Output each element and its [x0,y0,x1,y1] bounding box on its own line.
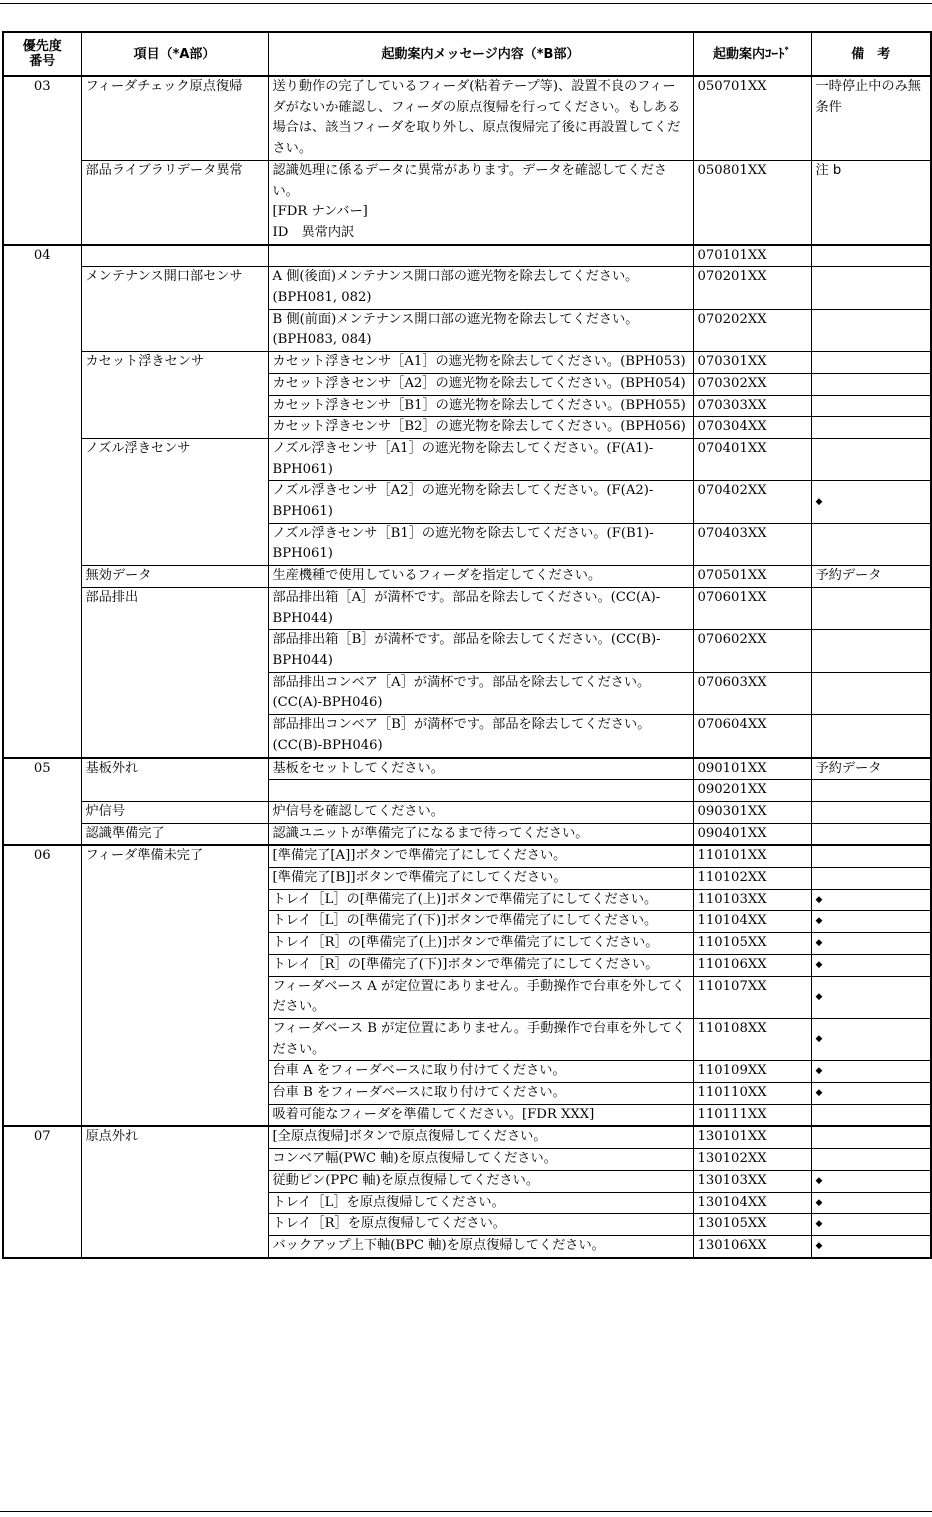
remark-cell: ◆ [811,976,931,1018]
code-cell: 070304XX [693,417,811,439]
remark-cell: 予約データ [811,566,931,588]
message-cell: [準備完了[A]]ボタンで準備完了にしてください。 [268,845,693,867]
boot-guidance-table [2,31,932,1259]
remark-cell: ◆ [811,933,931,955]
code-cell: 070602XX [693,630,811,672]
code-cell: 110108XX [693,1018,811,1060]
remark-cell [811,630,931,672]
message-cell: 基板をセットしてください。 [268,758,693,780]
remark-cell [811,523,931,565]
remark-cell [811,309,931,351]
message-cell: 部品排出コンベア［A］が満杯です。部品を除去してください。(CC(A)-BPH046) [268,672,693,714]
remark-cell [811,715,931,758]
remark-cell: 予約データ [811,758,931,780]
remark-cell: ◆ [811,889,931,911]
remark-cell [811,245,931,267]
message-cell: [準備完了[B]]ボタンで準備完了にしてください。 [268,868,693,890]
message-cell: トレイ［R］の[準備完了(下)]ボタンで準備完了にしてください。 [268,954,693,976]
remark-cell [811,672,931,714]
code-cell: 130104XX [693,1192,811,1214]
remark-cell: ◆ [811,1235,931,1257]
remark-cell: ◆ [811,1214,931,1236]
header-item: 項目（*A部） [81,32,268,76]
code-cell: 130105XX [693,1214,811,1236]
remark-cell [811,267,931,309]
item-cell: カセット浮きセンサ [81,352,268,439]
remark-cell [811,438,931,480]
header-message: 起動案内メッセージ内容（*B部） [268,32,693,76]
code-cell: 070201XX [693,267,811,309]
message-cell: 従動ピン(PPC 軸)を原点復帰してください。 [268,1170,693,1192]
code-cell: 070303XX [693,395,811,417]
code-cell: 110107XX [693,976,811,1018]
message-cell: 部品排出箱［B］が満杯です。部品を除去してください。(CC(B)-BPH044) [268,630,693,672]
code-cell: 050801XX [693,160,811,244]
message-cell: 吸着可能なフィーダを準備してください。[FDR XXX] [268,1104,693,1126]
message-cell [268,780,693,802]
table-row [3,352,931,374]
code-cell: 070202XX [693,309,811,351]
remark-cell: ◆ [811,1061,931,1083]
header-priority: 優先度 番号 [3,32,81,76]
item-cell: 部品排出 [81,587,268,757]
table-row [3,245,931,267]
code-cell: 110110XX [693,1083,811,1105]
message-cell: 認識処理に係るデータに異常があります。データを確認してください。 [FDR ナンバー] ID 異常内訳 [268,160,693,244]
code-cell: 070301XX [693,352,811,374]
table-row [3,587,931,629]
remark-cell [811,1104,931,1126]
message-cell: トレイ［R］を原点復帰してください。 [268,1214,693,1236]
code-cell: 070403XX [693,523,811,565]
message-cell [268,245,693,267]
code-cell: 110106XX [693,954,811,976]
top-rule [0,3,932,4]
code-cell: 090101XX [693,758,811,780]
message-cell: トレイ［L］の[準備完了(上)]ボタンで準備完了にしてください。 [268,889,693,911]
remark-cell: ◆ [811,1170,931,1192]
table-row [3,758,931,780]
code-cell: 130102XX [693,1149,811,1171]
message-cell: バックアップ上下軸(BPC 軸)を原点復帰してください。 [268,1235,693,1257]
code-cell: 070603XX [693,672,811,714]
message-cell: フィーダベース B が定位置にありません。手動操作で台車を外してください。 [268,1018,693,1060]
bottom-rule [0,1511,932,1512]
item-cell: 部品ライブラリデータ異常 [81,160,268,244]
table-row [3,566,931,588]
table-row [3,845,931,867]
remark-cell [811,395,931,417]
priority-cell: 05 [3,758,81,846]
code-cell: 130101XX [693,1126,811,1148]
item-cell: 原点外れ [81,1126,268,1257]
code-cell: 070101XX [693,245,811,267]
code-cell: 110105XX [693,933,811,955]
header-remarks: 備 考 [811,32,931,76]
message-cell: 生産機種で使用しているフィーダを指定してください。 [268,566,693,588]
table-row [3,267,931,309]
item-cell: メンテナンス開口部センサ [81,267,268,352]
code-cell: 070501XX [693,566,811,588]
code-cell: 090301XX [693,801,811,823]
code-cell: 090201XX [693,780,811,802]
message-cell: 部品排出箱［A］が満杯です。部品を除去してください。(CC(A)-BPH044) [268,587,693,629]
remark-cell: ◆ [811,481,931,523]
code-cell: 050701XX [693,76,811,160]
remark-cell: ◆ [811,911,931,933]
item-cell: 無効データ [81,566,268,588]
priority-cell: 06 [3,845,81,1126]
remark-cell [811,845,931,867]
code-cell: 110101XX [693,845,811,867]
message-cell: トレイ［L］を原点復帰してください。 [268,1192,693,1214]
message-cell: ノズル浮きセンサ［A2］の遮光物を除去してください。(F(A2)-BPH061) [268,481,693,523]
table-row [3,76,931,160]
message-cell: 台車 A をフィーダベースに取り付けてください。 [268,1061,693,1083]
message-cell: 台車 B をフィーダベースに取り付けてください。 [268,1083,693,1105]
item-cell [81,245,268,267]
item-cell: フィーダチェック原点復帰 [81,76,268,160]
remark-cell [811,801,931,823]
remark-cell: ◆ [811,1018,931,1060]
table-row [3,801,931,823]
code-cell: 110103XX [693,889,811,911]
message-cell: カセット浮きセンサ［A1］の遮光物を除去してください。(BPH053) [268,352,693,374]
message-cell: B 側(前面)メンテナンス開口部の遮光物を除去してください。(BPH083, 084) [268,309,693,351]
message-cell: A 側(後面)メンテナンス開口部の遮光物を除去してください。(BPH081, 082) [268,267,693,309]
remark-cell: 一時停止中のみ無条件 [811,76,931,160]
remark-cell [811,417,931,439]
item-cell: ノズル浮きセンサ [81,438,268,565]
remark-cell [811,868,931,890]
table-row [3,438,931,480]
table-row [3,160,931,244]
code-cell: 070601XX [693,587,811,629]
message-cell: コンベア幅(PWC 軸)を原点復帰してください。 [268,1149,693,1171]
code-cell: 070402XX [693,481,811,523]
message-cell: カセット浮きセンサ［B1］の遮光物を除去してください。(BPH055) [268,395,693,417]
message-cell: トレイ［L］の[準備完了(下)]ボタンで準備完了にしてください。 [268,911,693,933]
remark-cell: ◆ [811,954,931,976]
remark-cell [811,1126,931,1148]
message-cell: 送り動作の完了しているフィーダ(粘着テープ等)、設置不良のフィーダがないか確認し、フィーダの原点復帰を行ってください。もしある場合は、該当フィーダを取り外し、原点復帰完了後に再設置してください。 [268,76,693,160]
message-cell: 認識ユニットが準備完了になるまで待ってください。 [268,823,693,845]
code-cell: 110102XX [693,868,811,890]
message-cell: 部品排出コンベア［B］が満杯です。部品を除去してください。(CC(B)-BPH046) [268,715,693,758]
priority-cell: 07 [3,1126,81,1257]
priority-cell: 04 [3,245,81,758]
code-cell: 130106XX [693,1235,811,1257]
message-cell: ノズル浮きセンサ［A1］の遮光物を除去してください。(F(A1)-BPH061) [268,438,693,480]
message-cell: 炉信号を確認してください。 [268,801,693,823]
item-cell: 炉信号 [81,801,268,823]
remark-cell [811,823,931,845]
remark-cell [811,373,931,395]
code-cell: 070302XX [693,373,811,395]
message-cell: フィーダベース A が定位置にありません。手動操作で台車を外してください。 [268,976,693,1018]
code-cell: 090401XX [693,823,811,845]
table-header-row [3,32,931,76]
code-cell: 110104XX [693,911,811,933]
code-cell: 130103XX [693,1170,811,1192]
item-cell: 認識準備完了 [81,823,268,845]
code-cell: 110109XX [693,1061,811,1083]
remark-cell [811,780,931,802]
code-cell: 070401XX [693,438,811,480]
table-row [3,1126,931,1148]
remark-cell: ◆ [811,1083,931,1105]
table-row [3,823,931,845]
message-cell: [全原点復帰]ボタンで原点復帰してください。 [268,1126,693,1148]
message-cell: トレイ［R］の[準備完了(上)]ボタンで準備完了にしてください。 [268,933,693,955]
remark-cell [811,1149,931,1171]
item-cell: フィーダ準備未完了 [81,845,268,1126]
message-cell: ノズル浮きセンサ［B1］の遮光物を除去してください。(F(B1)-BPH061) [268,523,693,565]
code-cell: 110111XX [693,1104,811,1126]
remark-cell: 注 b [811,160,931,244]
remark-cell [811,352,931,374]
header-code: 起動案内ｺｰﾄﾞ [693,32,811,76]
remark-cell [811,587,931,629]
remark-cell: ◆ [811,1192,931,1214]
code-cell: 070604XX [693,715,811,758]
priority-cell: 03 [3,76,81,245]
message-cell: カセット浮きセンサ［A2］の遮光物を除去してください。(BPH054) [268,373,693,395]
message-cell: カセット浮きセンサ［B2］の遮光物を除去してください。(BPH056) [268,417,693,439]
item-cell: 基板外れ [81,758,268,802]
